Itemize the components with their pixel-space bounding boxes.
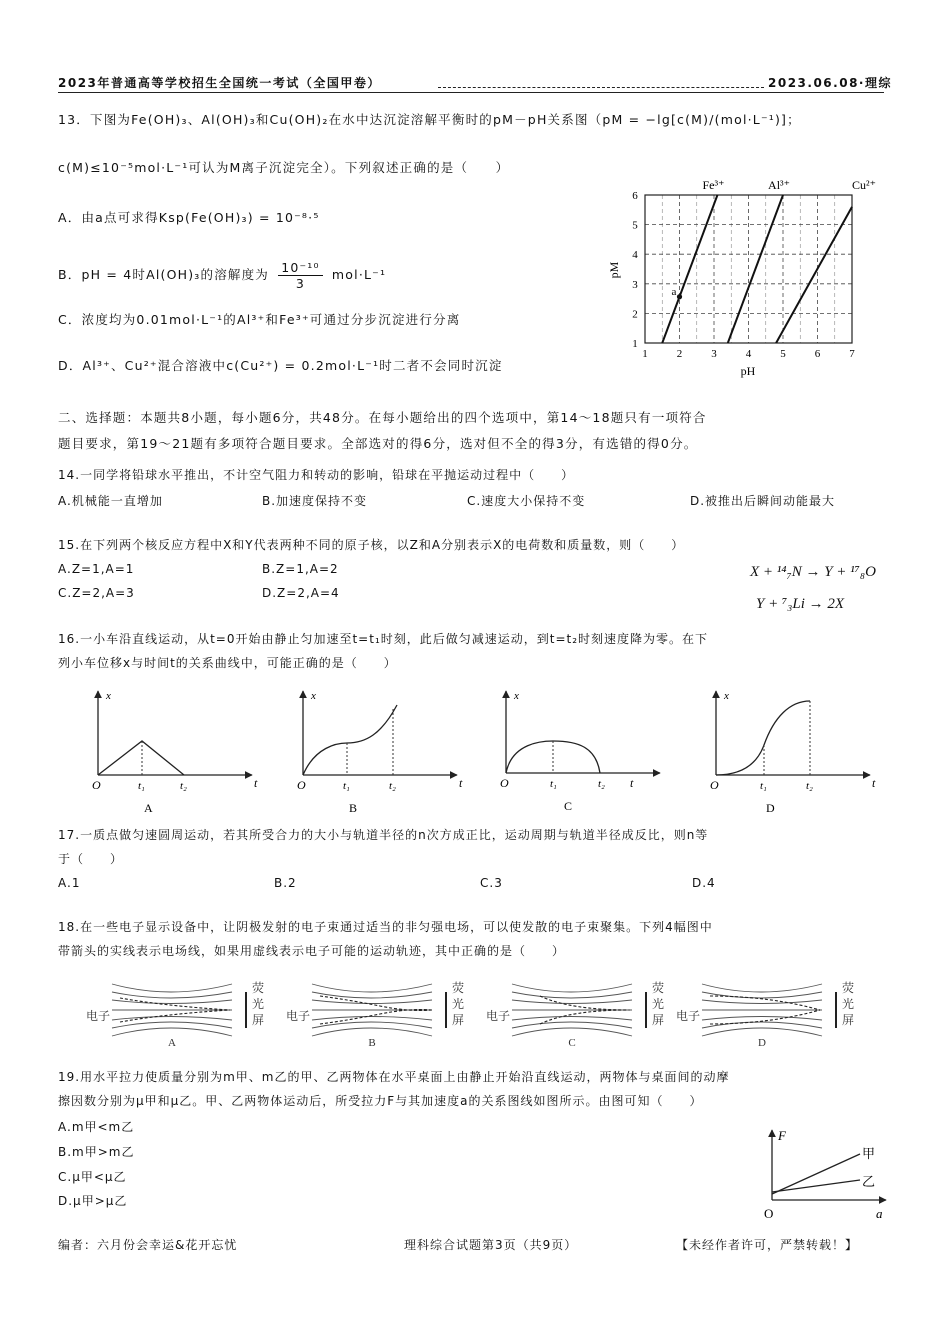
screen-label-1: 光 <box>252 997 265 1011</box>
chart-series <box>662 178 876 343</box>
q16-d-label: D <box>766 801 775 815</box>
x-tick-5: 5 <box>780 348 786 360</box>
panel-label: B <box>368 1037 376 1049</box>
field-line-4 <box>112 1017 232 1021</box>
q18-panel-b <box>286 981 464 1049</box>
q13-stem-line2: c(M)≤10⁻⁵mol·L⁻¹可认为M离子沉淀完全）。下列叙述正确的是（ ） <box>58 160 510 175</box>
q16-graph-d <box>710 690 876 815</box>
field-line-5 <box>112 1022 232 1028</box>
q16-c-t1: t₁ <box>550 778 557 790</box>
q13-fraction-denominator: 3 <box>295 276 306 291</box>
q15-option-c: C.Z=2,A=3 <box>58 586 135 600</box>
y-tick-5: 5 <box>632 219 638 232</box>
q19-option-a: A.m甲<m乙 <box>58 1120 135 1134</box>
q16-a-t1: t₁ <box>138 780 145 792</box>
q18-stem-line2: 带箭头的实线表示电场线，如果用虚线表示电子可能的运动轨迹，其中正确的是（ ） <box>58 944 566 958</box>
q16-b-t1: t₁ <box>343 780 350 792</box>
electron-label: 电子 <box>86 1009 111 1023</box>
q17-stem-line1: 17.一质点做匀速圆周运动，若其所受合力的大小与轨道半径的n次方成正比，运动周期与轨道半径成反比，则n等 <box>58 828 709 842</box>
point-a-label: a <box>671 285 677 298</box>
q16-d-axis-t: t <box>872 776 876 790</box>
series-line-2 <box>776 207 852 343</box>
header-title: 2023年普通高等学校招生全国统一考试（全国甲卷） <box>58 76 381 90</box>
screen-label-1: 光 <box>842 997 855 1011</box>
q13-option-d: D．Al³⁺、Cu²⁺混合溶液中c(Cu²⁺) = 0.2mol·L⁻¹时二者不会同时沉淀 <box>58 358 503 373</box>
q14-option-b: B.加速度保持不变 <box>262 494 368 508</box>
electron-label: 电子 <box>486 1009 511 1023</box>
footer-page: 理科综合试题第3页（共9页） <box>404 1238 578 1252</box>
q14-option-a: A.机械能一直增加 <box>58 494 163 508</box>
q19-line-jia <box>772 1154 860 1194</box>
q16-a-t2: t₂ <box>180 780 187 792</box>
q18-panel-d <box>676 981 854 1049</box>
q19-line-yi <box>772 1180 860 1192</box>
series-line-1 <box>728 195 783 343</box>
q19-option-d: D.μ甲>μ乙 <box>58 1194 128 1208</box>
field-line-6 <box>512 1028 632 1036</box>
field-line-2 <box>112 1000 232 1004</box>
screen-label-1: 光 <box>452 997 465 1011</box>
y-tick-4: 4 <box>632 249 638 262</box>
y-tick-6: 6 <box>632 190 638 202</box>
q16-b-axis-x: x <box>311 690 316 702</box>
q16-graphs <box>80 685 880 820</box>
q16-a-axis-t: t <box>254 776 258 790</box>
chart-xlabel: pH <box>740 364 756 378</box>
screen-label-0: 荧 <box>842 981 855 995</box>
q15-option-d: D.Z=2,A=4 <box>262 586 340 600</box>
field-line-6 <box>702 1028 822 1036</box>
q15-option-a: A.Z=1,A=1 <box>58 562 135 576</box>
screen-label-2: 屏 <box>452 1013 465 1027</box>
screen-label-0: 荧 <box>252 981 265 995</box>
q16-b-label: B <box>349 801 358 815</box>
screen-label-0: 荧 <box>652 981 665 995</box>
footer-copyright: 【未经作者许可，严禁转载！】 <box>676 1238 859 1252</box>
panel-label: A <box>168 1037 176 1049</box>
q17-stem-line2: 于（ ） <box>58 852 124 866</box>
q14-option-c: C.速度大小保持不变 <box>467 494 586 508</box>
electron-label: 电子 <box>676 1009 701 1023</box>
point-a <box>677 294 682 299</box>
q13-option-b-fraction <box>278 260 323 291</box>
q19-origin: O <box>764 1206 774 1221</box>
q14-option-d: D.被推出后瞬间动能最大 <box>690 494 836 508</box>
q19-axis-f: F <box>778 1128 786 1143</box>
screen-label-1: 光 <box>652 997 665 1011</box>
section2-instructions-line1: 二、选择题：本题共8小题，每小题6分，共48分。在每小题给出的四个选项中，第14～18题只有一项符合 <box>58 410 707 425</box>
q16-a-label: A <box>144 801 153 815</box>
footer-editor: 编者：六月份会幸运&花开忘忧 <box>58 1238 238 1252</box>
q18-stem-line1: 18.在一些电子显示设备中，让阴极发射的电子束通过适当的非匀强电场，可以使发散的电子束聚集。下列4幅图中 <box>58 920 713 934</box>
q16-c-axis-t: t <box>630 776 634 790</box>
q19-stem-line2: 擦因数分别为μ甲和μ乙。甲、乙两物体运动后，所受拉力F与其加速度a的关系图线如图所示。由图可知（ ） <box>58 1094 703 1108</box>
q16-b-t2: t₂ <box>389 780 396 792</box>
q16-c-t2: t₂ <box>598 778 605 790</box>
q19-label-yi: 乙 <box>862 1174 876 1189</box>
panel-label: C <box>568 1037 576 1049</box>
q16-c-origin: O <box>500 776 509 790</box>
screen-label-2: 屏 <box>842 1013 855 1027</box>
series-label-1: Al³⁺ <box>768 178 790 192</box>
q17-option-b: B.2 <box>274 876 297 890</box>
q16-graph-b <box>297 690 463 815</box>
screen-label-2: 屏 <box>252 1013 265 1027</box>
screen-label-2: 屏 <box>652 1013 665 1027</box>
q17-option-c: C.3 <box>480 876 503 890</box>
q13-option-b <box>58 260 386 291</box>
q19-stem-line1: 19.用水平拉力使质量分别为m甲、m乙的甲、乙两物体在水平桌面上由静止开始沿直线运动，两物体与桌面间的动摩 <box>58 1070 730 1084</box>
electron-label: 电子 <box>286 1009 311 1023</box>
q15-equation-1: X + ¹⁴₇N → Y + ¹⁷₈O <box>750 564 876 580</box>
q19-option-c: C.μ甲<μ乙 <box>58 1170 127 1184</box>
q16-a-axis-x: x <box>106 690 111 702</box>
field-line-4 <box>312 1017 432 1021</box>
field-line-1 <box>112 992 232 998</box>
q19-f-a-graph <box>756 1126 892 1226</box>
header-date: 2023.06.08·理综 <box>768 76 892 90</box>
q16-stem-line1: 16.一小车沿直线运动，从t=0开始由静止匀加速至t=t₁时刻，此后做匀减速运动，到t=t₂时刻速度降为零。在下 <box>58 632 709 646</box>
x-tick-2: 2 <box>676 348 683 360</box>
q15-equation-2: Y + ⁷₃Li → 2X <box>756 596 845 612</box>
q16-c-label: C <box>564 799 573 813</box>
q13-option-c: C．浓度均为0.01mol·L⁻¹的Al³⁺和Fe³⁺可通过分步沉淀进行分离 <box>58 312 461 327</box>
field-line-2 <box>512 1000 632 1004</box>
x-tick-7: 7 <box>849 348 855 360</box>
q16-d-t1: t₁ <box>760 780 767 792</box>
field-line-5 <box>512 1022 632 1028</box>
q17-option-d: D.4 <box>692 876 716 890</box>
q13-fraction-numerator: 10⁻¹⁰ <box>278 260 323 276</box>
field-line-1 <box>512 992 632 998</box>
q16-graph-c <box>500 690 660 813</box>
q13-option-b-unit: mol·L⁻¹ <box>331 267 387 282</box>
q14-stem: 14.一同学将铅球水平推出，不计空气阻力和转动的影响，铅球在平抛运动过程中（ ） <box>58 468 575 482</box>
series-line-0 <box>662 195 717 343</box>
x-tick-6: 6 <box>814 348 821 360</box>
field-line-1 <box>702 992 822 998</box>
x-tick-3: 3 <box>711 348 717 360</box>
chart-ylabel: pM <box>607 261 621 279</box>
y-tick-1: 1 <box>632 338 638 350</box>
y-tick-3: 3 <box>632 278 638 291</box>
series-label-2: Cu²⁺ <box>852 178 876 192</box>
panel-label: D <box>758 1037 766 1049</box>
y-tick-2: 2 <box>632 308 638 321</box>
header-rule <box>58 92 884 93</box>
x-tick-1: 1 <box>642 348 648 360</box>
field-line-6 <box>112 1028 232 1036</box>
q18-panel-c <box>486 981 664 1049</box>
field-line-0 <box>512 984 632 992</box>
chart-grid <box>645 195 852 343</box>
q13-stem-line1: 13．下图为Fe(OH)₃、Al(OH)₃和Cu(OH)₂在水中达沉淀溶解平衡时的pM－pH关系图（pM = −lg[c(M)/(mol·L⁻¹)]； <box>58 112 801 127</box>
q13-option-b-prefix: B．pH = 4时Al(OH)₃的溶解度为 <box>58 267 270 282</box>
field-line-0 <box>702 984 822 992</box>
field-line-4 <box>512 1017 632 1021</box>
q16-a-origin: O <box>92 778 101 792</box>
field-line-0 <box>112 984 232 992</box>
q16-c-axis-x: x <box>514 690 519 702</box>
q15-option-b: B.Z=1,A=2 <box>262 562 339 576</box>
section2-instructions-line2: 题目要求，第19～21题有多项符合题目要求。全部选对的得6分，选对但不全的得3分，有选错的得0分。 <box>58 436 698 451</box>
x-tick-4: 4 <box>745 348 752 360</box>
q19-label-jia: 甲 <box>862 1146 876 1161</box>
screen-label-0: 荧 <box>452 981 465 995</box>
q13-option-a: A．由a点可求得Ksp(Fe(OH)₃) = 10⁻⁸·⁵ <box>58 210 320 225</box>
q16-d-origin: O <box>710 778 719 792</box>
field-line-0 <box>312 984 432 992</box>
header-divider <box>438 87 764 88</box>
pm-ph-chart <box>600 172 890 382</box>
series-label-0: Fe³⁺ <box>702 178 725 192</box>
q16-b-origin: O <box>297 778 306 792</box>
q18-field-diagrams <box>86 970 870 1050</box>
q18-panel-a <box>86 981 264 1049</box>
q16-graph-a <box>92 690 258 815</box>
q16-stem-line2: 列小车位移x与时间t的关系曲线中，可能正确的是（ ） <box>58 656 397 670</box>
field-line-5 <box>702 1022 822 1028</box>
q19-axis-a: a <box>876 1206 883 1221</box>
field-line-4 <box>702 1017 822 1021</box>
field-line-2 <box>312 1000 432 1004</box>
q17-option-a: A.1 <box>58 876 81 890</box>
field-line-2 <box>702 1000 822 1004</box>
q16-b-axis-t: t <box>459 776 463 790</box>
q19-option-b: B.m甲>m乙 <box>58 1145 135 1159</box>
q15-stem: 15.在下列两个核反应方程中X和Y代表两种不同的原子核，以Z和A分别表示X的电荷数和质量数，则（ ） <box>58 538 685 552</box>
q16-d-t2: t₂ <box>806 780 813 792</box>
field-line-6 <box>312 1028 432 1036</box>
q16-d-axis-x: x <box>724 690 729 702</box>
